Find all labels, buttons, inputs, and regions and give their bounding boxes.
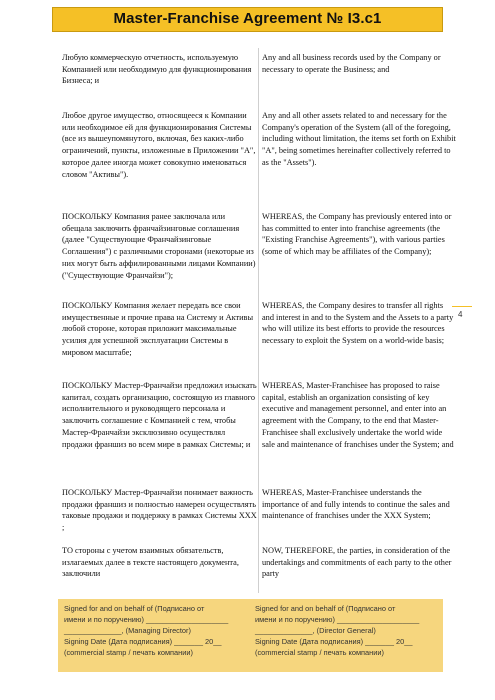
- paragraph-ru-5: ПОСКОЛЬКУ Мастер-Франчайзи предложил изыскать капитал, создать организацию, состоящую из главного исполнительного и руководящего персонала и заключить соглашение с Компанией с тем, чтобы Мастер-Франчайзи эксклюзивно осуществлял продажи франшиз во всем мире в рамках Системы; и: [62, 381, 257, 449]
- paragraph-en-2: Any and all other assets related to and necessary for the Company's operation of the System (all of the foregoing, including without limitation, the items set forth on Exhibit "A", being sometimes hereinafter collectively referred to as the "Assets").: [262, 111, 456, 167]
- paragraph-en-4: WHEREAS, the Company desires to transfer all rights and interest in and to the System and the Assets to a party who will utilize its best efforts to provide the resources necessary to exploit the System on a world-wide basis;: [262, 301, 454, 346]
- signature-line: Signing Date (Дата подписания) _______ 20__: [255, 637, 413, 646]
- paragraph-en-5: WHEREAS, Master-Franchisee has proposed to raise capital, establish an organization consisting of key executive and management personnel, and enter into an agreement with the Company, to the end that Master-Franchisee shall exclusively undertake the world wide sale and maintenance of franchises under the System; and: [262, 381, 454, 449]
- signature-line: Signed for and on behalf of (Подписано от: [64, 604, 205, 613]
- column-divider: [258, 48, 259, 593]
- signature-line: Signing Date (Дата подписания) _______ 20__: [64, 637, 222, 646]
- signature-panel: [58, 599, 443, 672]
- document-title: Master-Franchise Agreement № I3.c1: [113, 10, 382, 27]
- paragraph-ru-7: ТО стороны с учетом взаимных обязательств, излагаемых далее в тексте настоящего документа, заключили: [62, 546, 239, 579]
- signature-line: (commercial stamp / печать компании): [255, 648, 384, 657]
- paragraph-ru-6: ПОСКОЛЬКУ Мастер-Франчайзи понимает важность продажи франшиз и полностью намерен осуществлять таковые продажи и поддержку в рамках Системы XXX ;: [62, 488, 257, 533]
- paragraph-en-7: NOW, THEREFORE, the parties, in consideration of the undertakings and commitments of each party to the other party: [262, 546, 452, 579]
- document-header: [52, 7, 443, 32]
- page-number: 4: [458, 310, 463, 319]
- signature-block-right: [255, 603, 440, 658]
- paragraph-ru-2: Любое другое имущество, относящееся к Компании или необходимое ей для функционирования Системы (все из вышеупомянутого, включая, без каких-либо ограничений, пункты, изложенные в Приложении "A", которое далее иногда может совокупно именоваться словом "Активы").: [62, 111, 256, 179]
- signature-line: имени и по поручению) ____________________: [64, 615, 229, 624]
- signature-line: ______________, (Managing Director): [64, 626, 191, 635]
- signature-line: ______________, (Director General): [255, 626, 376, 635]
- signature-line: (commercial stamp / печать компании): [64, 648, 193, 657]
- paragraph-en-3: WHEREAS, the Company has previously entered into or has committed to enter into franchise agreements (the "Existing Franchise Agreements"), with various parties (some of which may be affiliates of the Company);: [262, 212, 452, 257]
- signature-line: имени и по поручению) ____________________: [255, 615, 420, 624]
- signature-block-left: [64, 603, 249, 658]
- page-number-rule: [452, 306, 472, 307]
- paragraph-ru-1: Любую коммерческую отчетность, используемую Компанией или необходимую для функционирования Бизнеса; и: [62, 53, 252, 86]
- paragraph-ru-3: ПОСКОЛЬКУ Компания ранее заключала или обещала заключить франчайзинговые соглашения (далее "Существующие Франчайзинговые Соглашения") с различными сторонами (некоторые из них могут быть аффилированными лицами Компании) ("Существующие Франчайзи");: [62, 212, 256, 280]
- signature-line: Signed for and on behalf of (Подписано от: [255, 604, 396, 613]
- paragraph-ru-4: ПОСКОЛЬКУ Компания желает передать все свои имущественные и прочие права на Систему и Активы любой стороне, которая приложит максимальные усилия для успешной эксплуатации Системы в мировом масштабе;: [62, 301, 254, 357]
- paragraph-en-6: WHEREAS, Master-Franchisee understands the importance of and fully intends to continue the sales and maintenance of franchises under the XXX System;: [262, 488, 450, 521]
- paragraph-en-1: Any and all business records used by the Company or necessary to operate the Business; and: [262, 53, 441, 74]
